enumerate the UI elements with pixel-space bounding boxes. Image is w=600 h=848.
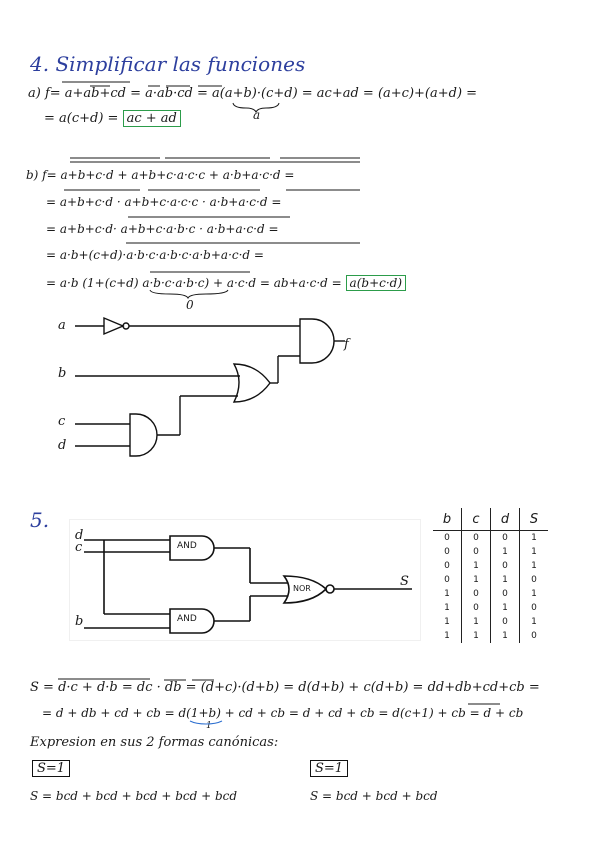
cell: 0: [531, 603, 537, 613]
cell: 1: [531, 589, 537, 599]
canonical-right-label: [310, 761, 348, 776]
cell: 0: [462, 545, 491, 559]
cell: 1: [491, 545, 520, 559]
section-5-title: 5.: [30, 508, 50, 532]
cell: 1: [531, 617, 537, 627]
s-line-1: S = d·c + d·b = dc · db = (d+c)·(d+b) = d(d+b) + c(d+b) = dd+db+cd+cb =: [30, 680, 540, 695]
s-line-2: = d + db + cd + cb = d(1+b) + cd + cb = d + cd + cb = d(c+1) + cb = d + cb: [42, 706, 524, 720]
gate-and-1-label: AND: [177, 541, 197, 551]
part-b-line-1: b) f= a+b+c·d + a+b+c·a·c·c + a·b+a·c·d =: [26, 168, 295, 182]
cell: 0: [491, 615, 520, 629]
canonical-forms-title: Expresion en sus 2 formas canónicas:: [30, 735, 279, 750]
cell: 1: [491, 629, 520, 643]
cell: 0: [491, 531, 520, 546]
cell: 0: [433, 573, 462, 587]
circuit5-input-b: b: [75, 614, 84, 629]
circuit5-input-d: d: [75, 528, 84, 543]
cell: 0: [462, 601, 491, 615]
part-b-line-3: = a+b+c·d· a+b+c·a·b·c · a·b+a·c·d =: [46, 222, 279, 236]
canonical-left-label: [32, 761, 70, 776]
cell: 0: [531, 575, 537, 585]
cell: 1: [433, 629, 462, 643]
cell: 0: [462, 587, 491, 601]
cell: 1: [531, 547, 537, 557]
cell: 1: [433, 615, 462, 629]
circuit4-input-a: a: [58, 318, 66, 333]
canonical-right-label-box: S=1: [310, 760, 348, 777]
part-b-line-5-prefix: = a·b (1+(c+d) a·b·c·a·b·c) + a·c·d = ab+a·c·d =: [46, 276, 342, 290]
cell: 1: [433, 587, 462, 601]
circuit5-input-c: c: [75, 540, 83, 555]
part-a-line-2-prefix: = a(c+d) =: [44, 111, 119, 126]
part-b-line-2: = a+b+c·d · a+b+c·a·c·c · a·b+a·c·d =: [46, 195, 282, 209]
part-a-line-1: a) f= a+ab+cd = a·ab·cd = a(a+b)·(c+d) = ac+ad = (a+c)+(a+d) =: [28, 86, 478, 101]
cell: 1: [462, 573, 491, 587]
cell: 1: [462, 629, 491, 643]
cell: 1: [491, 601, 520, 615]
s-line-2-one-note: 1: [206, 721, 212, 731]
truth-table-header-s: S: [520, 508, 549, 531]
cell: 1: [462, 615, 491, 629]
part-b-line-4: = a·b+(c+d)·a·b·c·a·b·c·a·b+a·c·d =: [46, 248, 264, 262]
cell: 0: [433, 531, 462, 546]
canonical-right-expression: S = bcd + bcd + bcd: [310, 789, 438, 803]
circuit5-output-s: S: [400, 574, 409, 589]
part-b-zero-note: 0: [186, 298, 194, 312]
cell: 0: [433, 559, 462, 573]
canonical-left-label-box: S=1: [32, 760, 70, 777]
cell: 1: [433, 601, 462, 615]
section-4-title: 4. Simplificar las funciones: [30, 52, 306, 76]
cell: 1: [491, 573, 520, 587]
part-b-result: a(b+c·d): [346, 275, 406, 291]
truth-table-header-c: c: [462, 508, 491, 531]
circuit4-input-c: c: [58, 414, 66, 429]
truth-table-header-b: b: [433, 508, 462, 531]
cell: 1: [462, 559, 491, 573]
cell: 0: [491, 559, 520, 573]
circuit4-input-b: b: [58, 366, 67, 381]
canonical-left-expression: S = bcd + bcd + bcd + bcd + bcd: [30, 789, 238, 803]
cell: 0: [491, 587, 520, 601]
part-a-underbrace-label: a: [253, 108, 261, 122]
cell: 0: [531, 631, 537, 641]
part-a-result: ac + ad: [123, 110, 181, 127]
gate-nor-label: NOR: [293, 584, 311, 593]
truth-table-header-d: d: [491, 508, 520, 531]
cell: 1: [531, 561, 537, 571]
gate-and-2-label: AND: [177, 614, 197, 624]
circuit4-output-f: f: [344, 337, 349, 352]
cell: 0: [462, 531, 491, 546]
circuit4-input-d: d: [58, 438, 67, 453]
cell: 0: [433, 545, 462, 559]
cell: 1: [531, 533, 537, 543]
